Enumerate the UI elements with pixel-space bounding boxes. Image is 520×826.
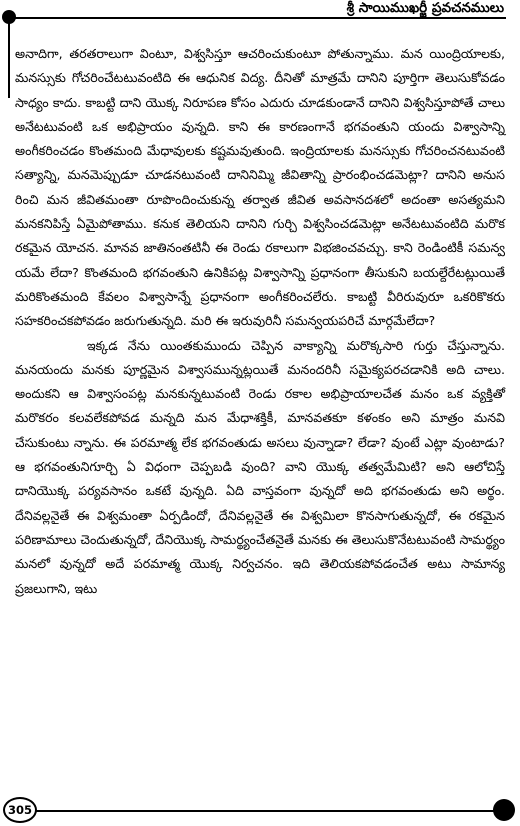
paragraph-1: అనాదిగా, తరతరాలుగా వింటూ, విశ్వసిస్తూ ఆచరించుకుంటూ పోతున్నాము. మన యింద్రియాలకు, మనస్సుకు గోచరించేటటువంటిది ఈ ఆధునిక విద్య. దీనితో మాత్రమే దానిని పూర్తిగా తెలుసుకోవడం సాధ్యం కాదు. కాబట్టి దాని యొక్క నిరూపణ కోసం ఎదురు చూడకుండానే దానిని విశ్వసిస్తూపోతే చాలు అనేటటువంటి ఒక అభిప్రాయం వున్నది. కాని ఈ కారణంగానే భగవంతుని యందు విశ్వాసాన్ని అంగీకరించడం కొంతమంది మేధావులకు కష్టమవుతుంది. ఇంద్రియాలకు మనస్సుకు గోచరించనటువంటి సత్యాన్ని, మనమెప్పుడూ చూడనటువంటి దానినిమ్మి జీవితాన్ని ప్రారంభించడమెట్లా? దానిని అనుస రించి మన జీవితమంతా రూపొందించుకున్న తర్వాత జీవిత అవసానదశలో అదంతా అసత్యమని మనకనిపిస్తే ఏమైపోతాము. కనుక తెలియని దానిని గుర్చి విశ్వసించడమెట్లా అనేటటువంటిది మరొక రకమైన యోచన. మానవ జాతినంతటినీ ఈ రెండు రకాలుగా విభజించవచ్చు. కాని రెండింటికీ సమన్వ యమే లేదా? కొంతమంది భగవంతుని ఉనికిపట్ల విశ్వాసాన్ని ప్రధానంగా తీసుకుని బయల్దేరేటట్లుయితే మరికొంతమంది కేవలం విశ్వాసాన్నే ప్రధానంగా అంగీకరించలేరు. కాబట్టి వీరిరువురూ ఒకరికొకరు సహకరించకపోవడం జరుగుతున్నది. మరి ఈ ఇరువురినీ సమన్వయపరిచే మార్గమేలేదా? (15, 46, 505, 329)
page-number: 305 (3, 797, 37, 823)
footer-bullet-dot (493, 799, 515, 821)
paragraph-2: ఇక్కడ నేను యింతకుముందు చెప్పిన వాక్యాన్ని మరొక్కసారి గుర్తు చేస్తున్నాను. మనయందు మనకు పూర్ణమైన విశ్వాసమున్నట్లయితే మనందరినీ సమైక్యపరచడానికి అది చాలు. అందుకని ఆ విశ్వాసంపట్ల మనకున్నటువంటి రెండు రకాల అభిప్రాయాలచేత మనం ఒక వ్యక్తితో మరొకరం కలవలేకపోవడ మన్నది మన మేధాశక్తికీ, మానవతకూ కళంకం అని మాత్రం మనవి చేసుకుంటు న్నాను. ఈ పరమాత్మ లేక భగవంతుడు అసలు వున్నాడా? లేడా? వుంటే ఎట్లా వుంటాడు? ఆ భగవంతునిగూర్చి ఏ విధంగా చెప్పబడి వుంది? వాని యొక్క తత్వమేమిటి? అని ఆలోచిస్తే దానియొక్క పర్యవసానం ఒకటే వున్నది. ఏది వాస్తవంగా వున్నదో అది భగవంతుడు అని అర్థం. దేనివల్లనైతే ఈ విశ్వమంతా ఏర్పడిందో, దేనివల్లనైతే ఈ విశ్వమిలా కొనసాగుతున్నదో, ఈ రకమైన పరిణామాలు చెందుతున్నదో, దేనియొక్క సామర్థ్యంచేతనైతే మనకు ఈ తెలుసుకొనేటటువంటి సామర్థ్యం మనలో వున్నదో అదే పరమాత్మ యొక్క నిర్వచనం. ఇది తెలియకపోవడంచేత అటు సామాన్య ప్రజలుగాని, ఇటు (15, 337, 505, 596)
header-rule (8, 17, 506, 19)
page-body (15, 42, 505, 601)
running-header-title: శ్రీ సాయిముఖర్జీ ప్రవచనములు (339, 0, 506, 17)
footer-rule (18, 810, 510, 812)
left-margin-rule (8, 18, 10, 98)
